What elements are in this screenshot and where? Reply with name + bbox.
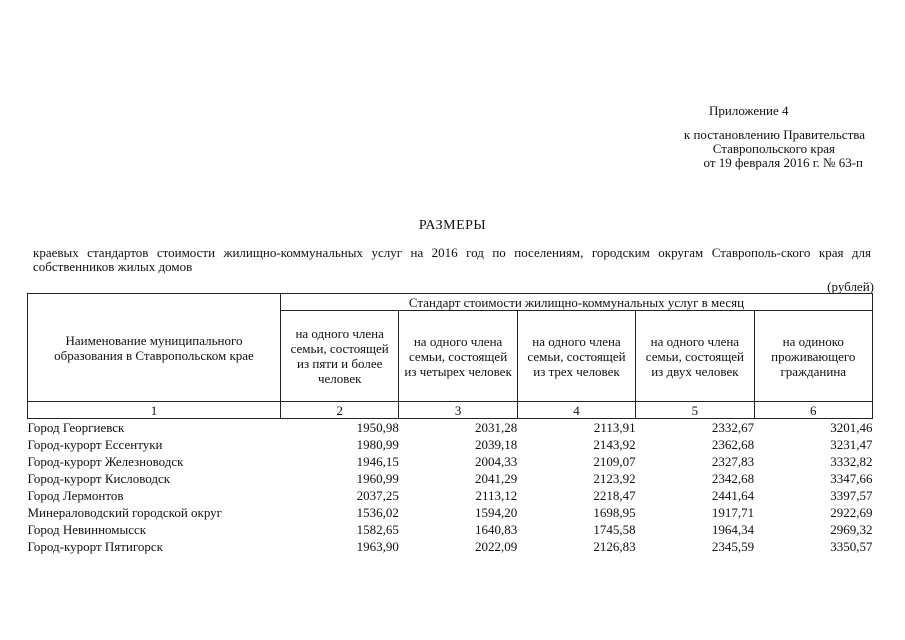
value-cell: 2441,64 — [711, 488, 755, 503]
document-subtitle: краевых стандартов стоимости жилищно-коммунальных услуг на 2016 год по поселениям, городским округам Ставрополь-ского края для собственников жилых домов — [33, 245, 871, 274]
value-cell: 2332,67 — [711, 420, 755, 435]
resolution-line-1: к постановлению Правительства — [683, 127, 865, 142]
value-cell: 2126,83 — [593, 539, 636, 554]
table-row — [28, 538, 873, 555]
table-row — [28, 487, 873, 504]
column-number: 6 — [754, 402, 872, 419]
sub-header-five-plus: на одного члена семьи, состоящей из пяти и более человек — [281, 311, 399, 402]
municipality-name: Город Георгиевск — [27, 420, 125, 435]
resolution-line-3: от 19 февраля 2016 г. № 63-п — [703, 155, 863, 170]
value-cell: 2922,69 — [830, 505, 873, 520]
value-cell: 1698,95 — [593, 505, 636, 520]
sub-header-two: на одного члена семьи, состоящей из двух человек — [636, 311, 754, 402]
value-cell: 2109,07 — [593, 454, 636, 469]
municipality-name: Город-курорт Кисловодск — [27, 471, 171, 486]
value-cell: 1946,15 — [356, 454, 399, 469]
value-cell: 1594,20 — [475, 505, 518, 520]
resolution-reference — [545, 128, 865, 170]
table-row — [28, 453, 873, 470]
value-cell: 2113,91 — [593, 420, 636, 435]
value-cell: 2041,29 — [475, 471, 518, 486]
appendix-label: Приложение 4 — [709, 103, 789, 118]
value-cell: 1536,02 — [356, 505, 399, 520]
value-cell: 3332,82 — [830, 454, 873, 469]
resolution-line-2: Ставропольского края — [712, 141, 835, 156]
value-cell: 1640,83 — [475, 522, 518, 537]
group-header: Стандарт стоимости жилищно-коммунальных услуг в месяц — [281, 294, 873, 311]
column-number: 2 — [281, 402, 399, 419]
value-cell: 2031,28 — [475, 420, 518, 435]
sub-header-single: на одиноко проживающего гражданина — [754, 311, 872, 402]
currency-note: (рублей) — [827, 279, 874, 294]
table-row — [28, 419, 873, 437]
column-number: 4 — [517, 402, 635, 419]
cost-standards-table — [27, 293, 873, 555]
sub-header-three: на одного члена семьи, состоящей из трех человек — [517, 311, 635, 402]
table-row — [28, 504, 873, 521]
table-row — [28, 470, 873, 487]
value-cell: 2039,18 — [475, 437, 518, 452]
value-cell: 1963,90 — [356, 539, 399, 554]
value-cell: 2143,92 — [593, 437, 636, 452]
value-cell: 2218,47 — [593, 488, 636, 503]
value-cell: 1582,65 — [356, 522, 399, 537]
value-cell: 3201,46 — [830, 420, 873, 435]
value-cell: 2345,59 — [711, 539, 755, 554]
value-cell: 3231,47 — [830, 437, 873, 452]
value-cell: 2969,32 — [830, 522, 873, 537]
value-cell: 1964,34 — [711, 522, 755, 537]
value-cell: 2022,09 — [475, 539, 518, 554]
sub-header-four: на одного члена семьи, состоящей из четырех человек — [399, 311, 517, 402]
value-cell: 1745,58 — [593, 522, 636, 537]
value-cell: 1980,99 — [356, 437, 399, 452]
value-cell: 1950,98 — [356, 420, 399, 435]
value-cell: 2004,33 — [475, 454, 518, 469]
value-cell: 2113,12 — [475, 488, 518, 503]
value-cell: 2037,25 — [356, 488, 399, 503]
value-cell: 1917,71 — [711, 505, 755, 520]
value-cell: 2123,92 — [593, 471, 636, 486]
value-cell: 3347,66 — [830, 471, 873, 486]
value-cell: 2342,68 — [711, 471, 755, 486]
municipality-name: Город Невинномысск — [27, 522, 147, 537]
table-row — [28, 436, 873, 453]
municipality-name: Город Лермонтов — [27, 488, 124, 503]
value-cell: 1960,99 — [356, 471, 399, 486]
name-column-header: Наименование муниципального образования в Ставропольском крае — [28, 294, 281, 402]
value-cell: 2362,68 — [711, 437, 755, 452]
municipality-name: Город-курорт Железноводск — [27, 454, 184, 469]
municipality-name: Город-курорт Пятигорск — [27, 539, 163, 554]
column-number: 5 — [636, 402, 754, 419]
column-number: 3 — [399, 402, 517, 419]
value-cell: 2327,83 — [711, 454, 755, 469]
value-cell: 3350,57 — [830, 539, 873, 554]
table-row — [28, 521, 873, 538]
value-cell: 3397,57 — [830, 488, 873, 503]
column-number: 1 — [28, 402, 281, 419]
municipality-name: Город-курорт Ессентуки — [27, 437, 163, 452]
municipality-name: Минераловодский городской округ — [27, 505, 223, 520]
document-title: РАЗМЕРЫ — [418, 218, 487, 233]
